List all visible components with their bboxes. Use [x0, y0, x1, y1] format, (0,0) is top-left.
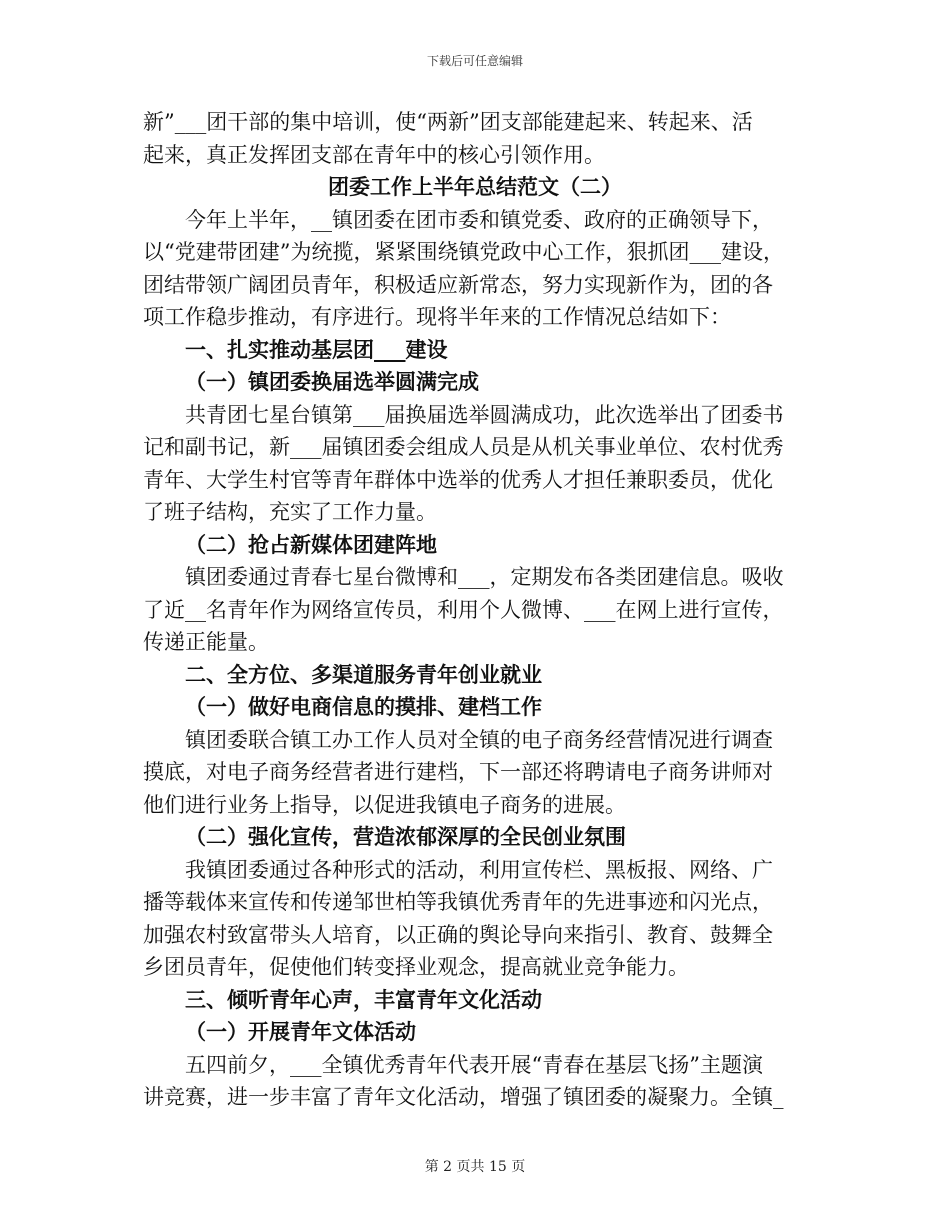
heading-line: （一）镇团委换届选举圆满完成	[185, 369, 479, 394]
paragraph-line: 摸底，对电子商务经营者进行建档，下一部还将聘请电子商务讲师对	[143, 760, 773, 784]
paragraph-line: 传递正能量。	[143, 630, 269, 654]
heading-line: （二）抢占新媒体团建阵地	[185, 531, 437, 557]
paragraph-line: 镇团委联合镇工办工作人员对全镇的电子商务经营情况进行调查	[185, 727, 773, 752]
paragraph-line: 乡团员青年，促使他们转变择业观念，提高就业竞争能力。	[143, 955, 689, 979]
heading-line: （二）强化宣传，营造浓郁深厚的全民创业氛围	[185, 824, 626, 849]
paragraph-line: 五四前夕，___全镇优秀青年代表开展“青春在基层飞扬”主题演	[185, 1052, 763, 1077]
heading-line: 一、扎实推动基层团___建设	[185, 336, 448, 362]
paragraph-line: 团结带领广阔团员青年，积极适应新常态，努力实现新作为，团的各	[143, 272, 773, 297]
paragraph-line: 他们进行业务上指导，以促进我镇电子商务的进展。	[143, 792, 626, 817]
paragraph-line: 共青团七星台镇第___届换届选举圆满成功，此次选举出了团委书	[185, 402, 784, 427]
paragraph-line: 我镇团委通过各种形式的活动，利用宣传栏、黑板报、网络、广	[185, 857, 773, 882]
paragraph-line: 了近__名青年作为网络宣传员，利用个人微博、___在网上进行宣传，	[143, 597, 784, 622]
paragraph-line: 今年上半年，__镇团委在团市委和镇党委、政府的正确领导下，	[185, 207, 773, 232]
paragraph-line: 以“党建带团建”为统揽，紧紧围绕镇党政中心工作，狠抓团___建设，	[143, 240, 784, 264]
page-footer: 第 2 页共 15 页	[424, 1159, 526, 1175]
heading-line: 二、全方位、多渠道服务青年创业就业	[185, 661, 542, 687]
paragraph-line: 讲竞赛，进一步丰富了青年文化活动，增强了镇团委的凝聚力。全镇_	[143, 1085, 784, 1109]
paragraph-line: 播等载体来宣传和传递邹世柏等我镇优秀青年的先进事迹和闪光点，	[143, 890, 773, 914]
paragraph-line: 加强农村致富带头人培育，以正确的舆论导向来指引、教育、鼓舞全	[143, 922, 773, 947]
paragraph-line: 项工作稳步推动，有序进行。现将半年来的工作情况总结如下：	[143, 305, 731, 329]
heading-line: 三、倾听青年心声，丰富青年文化活动	[185, 986, 542, 1012]
paragraph-line: 镇团委通过青春七星台微博和___，定期发布各类团建信息。吸收	[185, 565, 784, 589]
section-title: 团委工作上半年总结范文（二）	[328, 174, 622, 199]
paragraph-line: 青年、大学生村官等青年群体中选举的优秀人才担任兼职委员，优化	[143, 467, 773, 492]
page-header: 下载后可任意编辑	[426, 54, 523, 68]
paragraph-line: 记和副书记，新___届镇团委会组成人员是从机关事业单位、农村优秀	[143, 435, 784, 459]
heading-line: （一）开展青年文体活动	[185, 1019, 416, 1044]
paragraph-line: 了班子结构，充实了工作力量。	[143, 500, 437, 524]
paragraph-line: 起来，真正发挥团支部在青年中的核心引领作用。	[143, 142, 605, 167]
paragraph-line: 新”___团干部的集中培训，使“两新”团支部能建起来、转起来、活	[143, 110, 753, 134]
heading-line: （一）做好电商信息的摸排、建档工作	[185, 694, 542, 719]
